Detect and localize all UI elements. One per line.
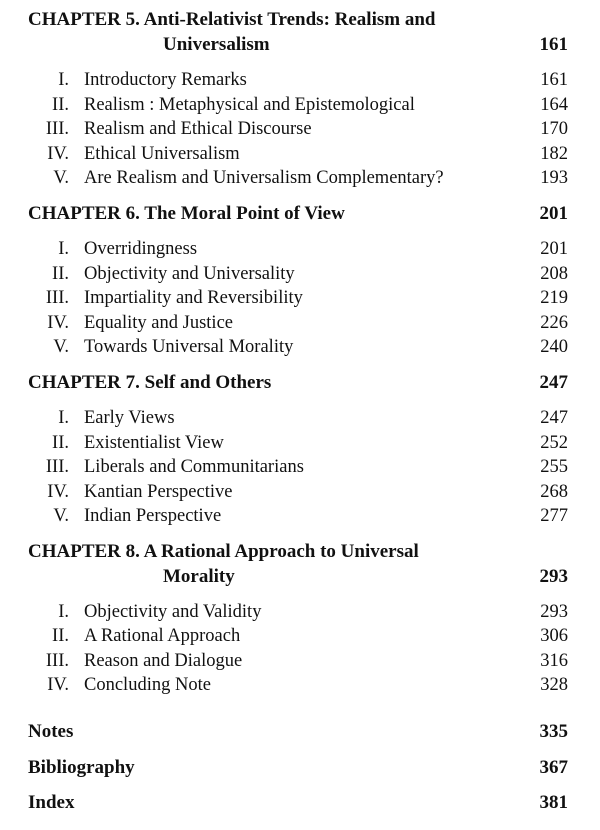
- section-title: Indian Perspective: [84, 506, 222, 526]
- section-title: Realism and Ethical Discourse: [84, 119, 312, 139]
- section-title: Equality and Justice: [84, 313, 233, 333]
- chapter-title: CHAPTER 8. A Rational Approach to Universal: [28, 541, 419, 562]
- chapter-title-continued: Morality: [163, 566, 235, 587]
- toc-entry[interactable]: [0, 602, 600, 628]
- back-matter-title: Bibliography: [28, 757, 135, 778]
- back-matter-title: Index: [28, 792, 75, 813]
- section-number: III.: [45, 288, 69, 308]
- section-title: Reason and Dialogue: [84, 651, 243, 671]
- back-matter-index[interactable]: [0, 792, 600, 818]
- toc-entry[interactable]: [0, 337, 600, 363]
- toc-entry[interactable]: [0, 408, 600, 434]
- section-number: V.: [53, 337, 69, 357]
- toc-entry[interactable]: [0, 433, 600, 459]
- section-title: Realism : Metaphysical and Epistemological: [84, 95, 415, 115]
- section-title: Liberals and Communitarians: [84, 457, 304, 477]
- toc-entry[interactable]: [0, 95, 600, 121]
- section-number: V.: [53, 506, 69, 526]
- section-title: Early Views: [84, 408, 175, 428]
- section-number: IV.: [47, 675, 69, 695]
- section-page-number: 252: [540, 433, 568, 453]
- toc-entry[interactable]: [0, 239, 600, 265]
- chapter-8-heading-continued[interactable]: [0, 566, 600, 592]
- section-page-number: 219: [540, 288, 568, 308]
- section-page-number: 255: [540, 457, 568, 477]
- section-number: II.: [52, 264, 69, 284]
- section-title: Introductory Remarks: [84, 70, 247, 90]
- section-number: III.: [45, 651, 69, 671]
- section-title: Concluding Note: [84, 675, 211, 695]
- chapter-page-number: 161: [539, 34, 568, 55]
- section-page-number: 247: [540, 408, 568, 428]
- toc-entry[interactable]: [0, 651, 600, 677]
- section-number: I.: [58, 408, 69, 428]
- chapter-8-heading[interactable]: [0, 541, 600, 567]
- section-page-number: 226: [540, 313, 568, 333]
- section-page-number: 328: [540, 675, 568, 695]
- section-number: I.: [58, 602, 69, 622]
- section-title: Objectivity and Universality: [84, 264, 295, 284]
- toc-entry[interactable]: [0, 675, 600, 701]
- section-title: Overridingness: [84, 239, 198, 259]
- section-page-number: 268: [540, 482, 568, 502]
- chapter-title: CHAPTER 7. Self and Others: [28, 372, 272, 393]
- section-page-number: 201: [540, 239, 568, 259]
- chapter-5-heading[interactable]: [0, 9, 600, 35]
- section-title: Impartiality and Reversibility: [84, 288, 303, 308]
- chapter-page-number: 201: [539, 203, 568, 224]
- section-title: Objectivity and Validity: [84, 602, 262, 622]
- back-matter-page-number: 367: [539, 757, 568, 778]
- section-number: III.: [45, 457, 69, 477]
- section-title: Towards Universal Morality: [84, 337, 294, 357]
- section-page-number: 316: [540, 651, 568, 671]
- toc-entry[interactable]: [0, 264, 600, 290]
- section-page-number: 182: [540, 144, 568, 164]
- section-number: IV.: [47, 144, 69, 164]
- toc-entry[interactable]: [0, 119, 600, 145]
- toc-entry[interactable]: [0, 457, 600, 483]
- chapter-5-heading-continued[interactable]: [0, 34, 600, 60]
- chapter-title: CHAPTER 5. Anti-Relativist Trends: Realism and: [28, 9, 436, 30]
- section-number: V.: [53, 168, 69, 188]
- section-page-number: 193: [540, 168, 568, 188]
- section-page-number: 293: [540, 602, 568, 622]
- toc-entry[interactable]: [0, 313, 600, 339]
- chapter-title: CHAPTER 6. The Moral Point of View: [28, 203, 345, 224]
- chapter-page-number: 293: [539, 566, 568, 587]
- back-matter-page-number: 381: [539, 792, 568, 813]
- section-page-number: 164: [540, 95, 568, 115]
- toc-entry[interactable]: [0, 144, 600, 170]
- section-page-number: 277: [540, 506, 568, 526]
- section-page-number: 240: [540, 337, 568, 357]
- toc-entry[interactable]: [0, 168, 600, 194]
- chapter-6-heading[interactable]: [0, 203, 600, 229]
- section-number: I.: [58, 239, 69, 259]
- section-title: A Rational Approach: [84, 626, 241, 646]
- chapter-title-continued: Universalism: [163, 34, 270, 55]
- section-title: Ethical Universalism: [84, 144, 240, 164]
- section-number: IV.: [47, 482, 69, 502]
- chapter-page-number: 247: [539, 372, 568, 393]
- section-number: IV.: [47, 313, 69, 333]
- section-page-number: 208: [540, 264, 568, 284]
- back-matter-bibliography[interactable]: [0, 757, 600, 783]
- toc-entry[interactable]: [0, 626, 600, 652]
- section-page-number: 306: [540, 626, 568, 646]
- section-number: II.: [52, 95, 69, 115]
- section-title: Existentialist View: [84, 433, 224, 453]
- section-number: I.: [58, 70, 69, 90]
- section-page-number: 170: [540, 119, 568, 139]
- chapter-7-heading[interactable]: [0, 372, 600, 398]
- toc-entry[interactable]: [0, 70, 600, 96]
- back-matter-notes[interactable]: [0, 721, 600, 747]
- toc-entry[interactable]: [0, 482, 600, 508]
- section-title: Are Realism and Universalism Complementary?: [84, 168, 444, 188]
- back-matter-title: Notes: [28, 721, 74, 742]
- toc-entry[interactable]: [0, 288, 600, 314]
- section-title: Kantian Perspective: [84, 482, 233, 502]
- section-page-number: 161: [540, 70, 568, 90]
- section-number: II.: [52, 626, 69, 646]
- section-number: III.: [45, 119, 69, 139]
- section-number: II.: [52, 433, 69, 453]
- toc-entry[interactable]: [0, 506, 600, 532]
- back-matter-page-number: 335: [539, 721, 568, 742]
